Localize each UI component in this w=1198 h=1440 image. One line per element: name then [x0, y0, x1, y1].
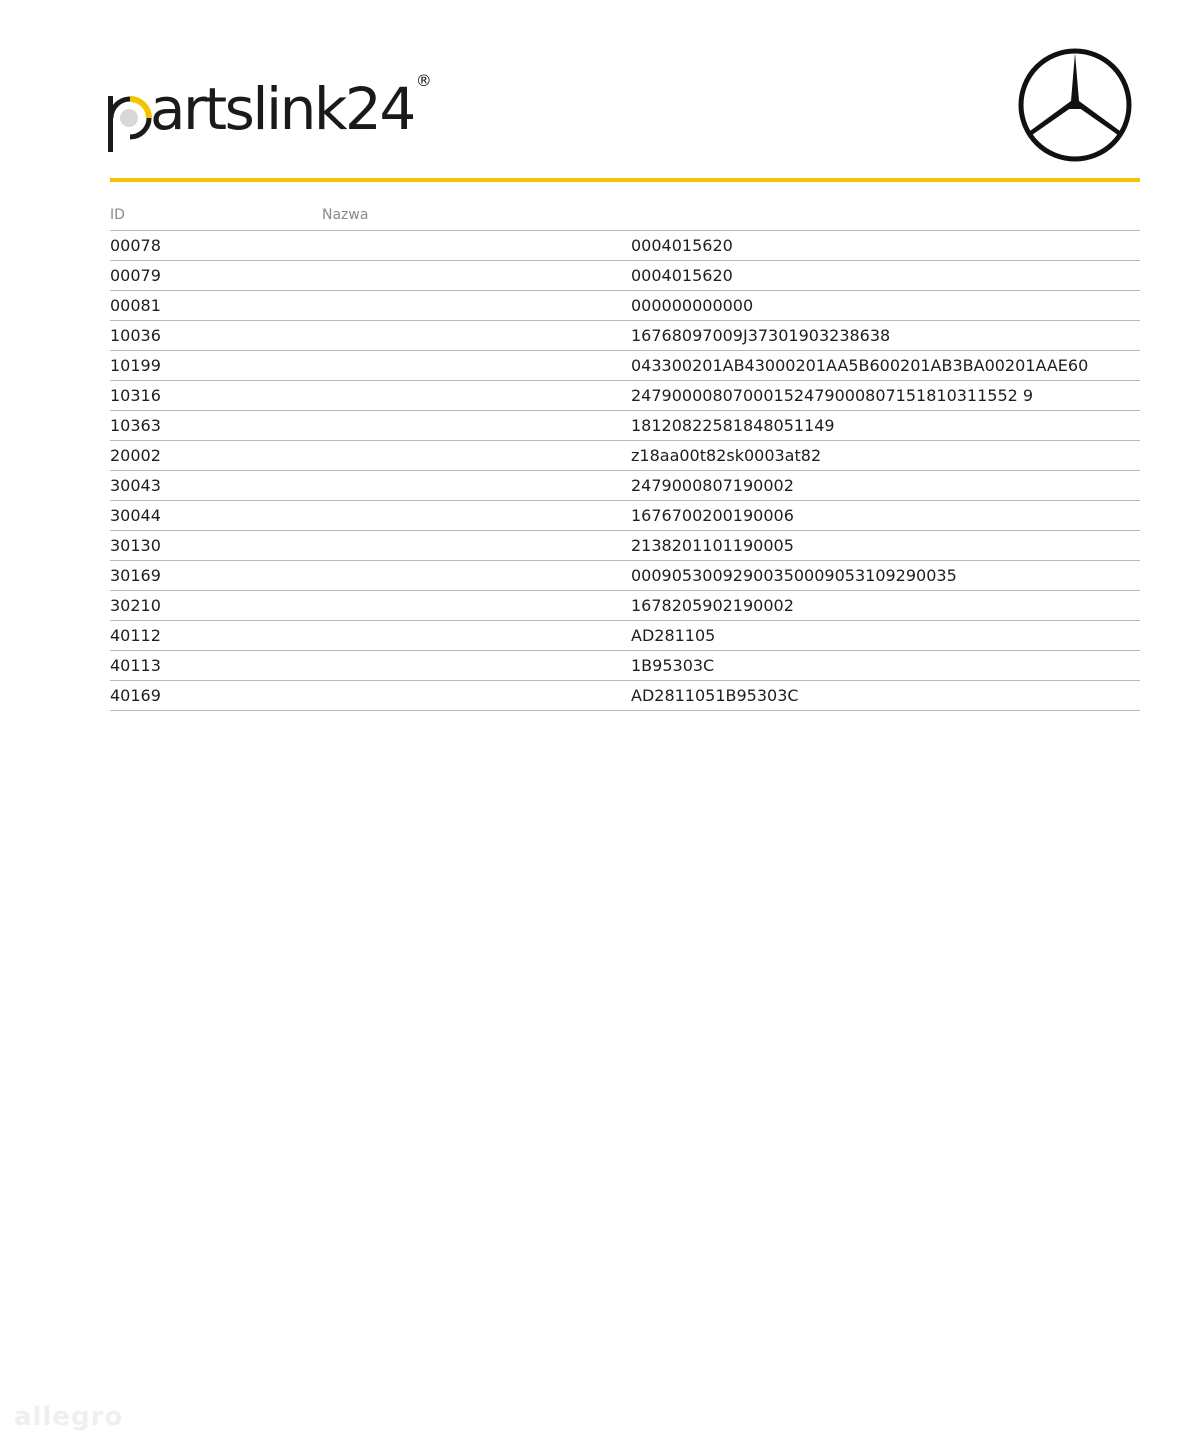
- row-id: 40169: [110, 681, 322, 711]
- row-name: [322, 621, 631, 651]
- table-row: [110, 231, 1140, 261]
- row-name: [322, 591, 631, 621]
- row-id: 10363: [110, 411, 322, 441]
- row-name: [322, 231, 631, 261]
- row-part-number: z18aa00t82sk0003at82: [631, 441, 1140, 471]
- row-id: 30169: [110, 561, 322, 591]
- logo-text: artslink24: [150, 75, 414, 143]
- table-row: [110, 411, 1140, 441]
- parts-table-body: [110, 231, 1140, 711]
- row-name: [322, 261, 631, 291]
- row-id: 00081: [110, 291, 322, 321]
- row-id: 00078: [110, 231, 322, 261]
- row-name: [322, 411, 631, 441]
- table-row: [110, 381, 1140, 411]
- row-part-number: 24790000807000152479000807151810311552 9: [631, 381, 1140, 411]
- partslink24-logo: [108, 71, 432, 152]
- row-part-number: 2479000807190002: [631, 471, 1140, 501]
- header-accent-line: [110, 178, 1140, 182]
- row-id: 30044: [110, 501, 322, 531]
- row-part-number: 0004015620: [631, 261, 1140, 291]
- row-name: [322, 471, 631, 501]
- table-row: [110, 561, 1140, 591]
- row-id: 40112: [110, 621, 322, 651]
- row-id: 00079: [110, 261, 322, 291]
- table-row: [110, 621, 1140, 651]
- row-name: [322, 321, 631, 351]
- registered-mark: ®: [415, 71, 432, 90]
- row-name: [322, 531, 631, 561]
- column-header-name: Nazwa: [322, 200, 631, 231]
- row-part-number: 00090530092900350009053109290035: [631, 561, 1140, 591]
- row-id: 30130: [110, 531, 322, 561]
- row-name: [322, 291, 631, 321]
- row-part-number: 16768097009J37301903238638: [631, 321, 1140, 351]
- table-row: [110, 351, 1140, 381]
- row-name: [322, 651, 631, 681]
- row-name: [322, 501, 631, 531]
- row-part-number: AD281105: [631, 621, 1140, 651]
- table-row: [110, 321, 1140, 351]
- row-id: 30210: [110, 591, 322, 621]
- row-part-number: 043300201AB43000201AA5B600201AB3BA00201AAE60: [631, 351, 1140, 381]
- row-part-number: 000000000000: [631, 291, 1140, 321]
- row-name: [322, 561, 631, 591]
- row-name: [322, 381, 631, 411]
- row-id: 30043: [110, 471, 322, 501]
- watermark: allegro: [14, 1402, 124, 1432]
- table-row: [110, 651, 1140, 681]
- table-row: [110, 261, 1140, 291]
- row-part-number: 1676700200190006: [631, 501, 1140, 531]
- table-row: [110, 471, 1140, 501]
- mercedes-star-icon: [1017, 47, 1133, 163]
- table-row: [110, 531, 1140, 561]
- column-header-number: [631, 200, 1140, 231]
- logo-p-icon: [108, 82, 152, 152]
- row-part-number: AD2811051B95303C: [631, 681, 1140, 711]
- row-id: 40113: [110, 651, 322, 681]
- row-name: [322, 441, 631, 471]
- row-part-number: 18120822581848051149: [631, 411, 1140, 441]
- table-row: [110, 591, 1140, 621]
- row-id: 10316: [110, 381, 322, 411]
- table-row: [110, 501, 1140, 531]
- table-row: [110, 681, 1140, 711]
- row-name: [322, 681, 631, 711]
- row-part-number: 1B95303C: [631, 651, 1140, 681]
- row-part-number: 0004015620: [631, 231, 1140, 261]
- row-part-number: 2138201101190005: [631, 531, 1140, 561]
- row-id: 10036: [110, 321, 322, 351]
- table-row: [110, 291, 1140, 321]
- row-name: [322, 351, 631, 381]
- parts-table: [110, 200, 1140, 711]
- row-part-number: 1678205902190002: [631, 591, 1140, 621]
- table-row: [110, 441, 1140, 471]
- column-header-id: ID: [110, 200, 322, 231]
- table-header-row: [110, 200, 1140, 231]
- row-id: 20002: [110, 441, 322, 471]
- row-id: 10199: [110, 351, 322, 381]
